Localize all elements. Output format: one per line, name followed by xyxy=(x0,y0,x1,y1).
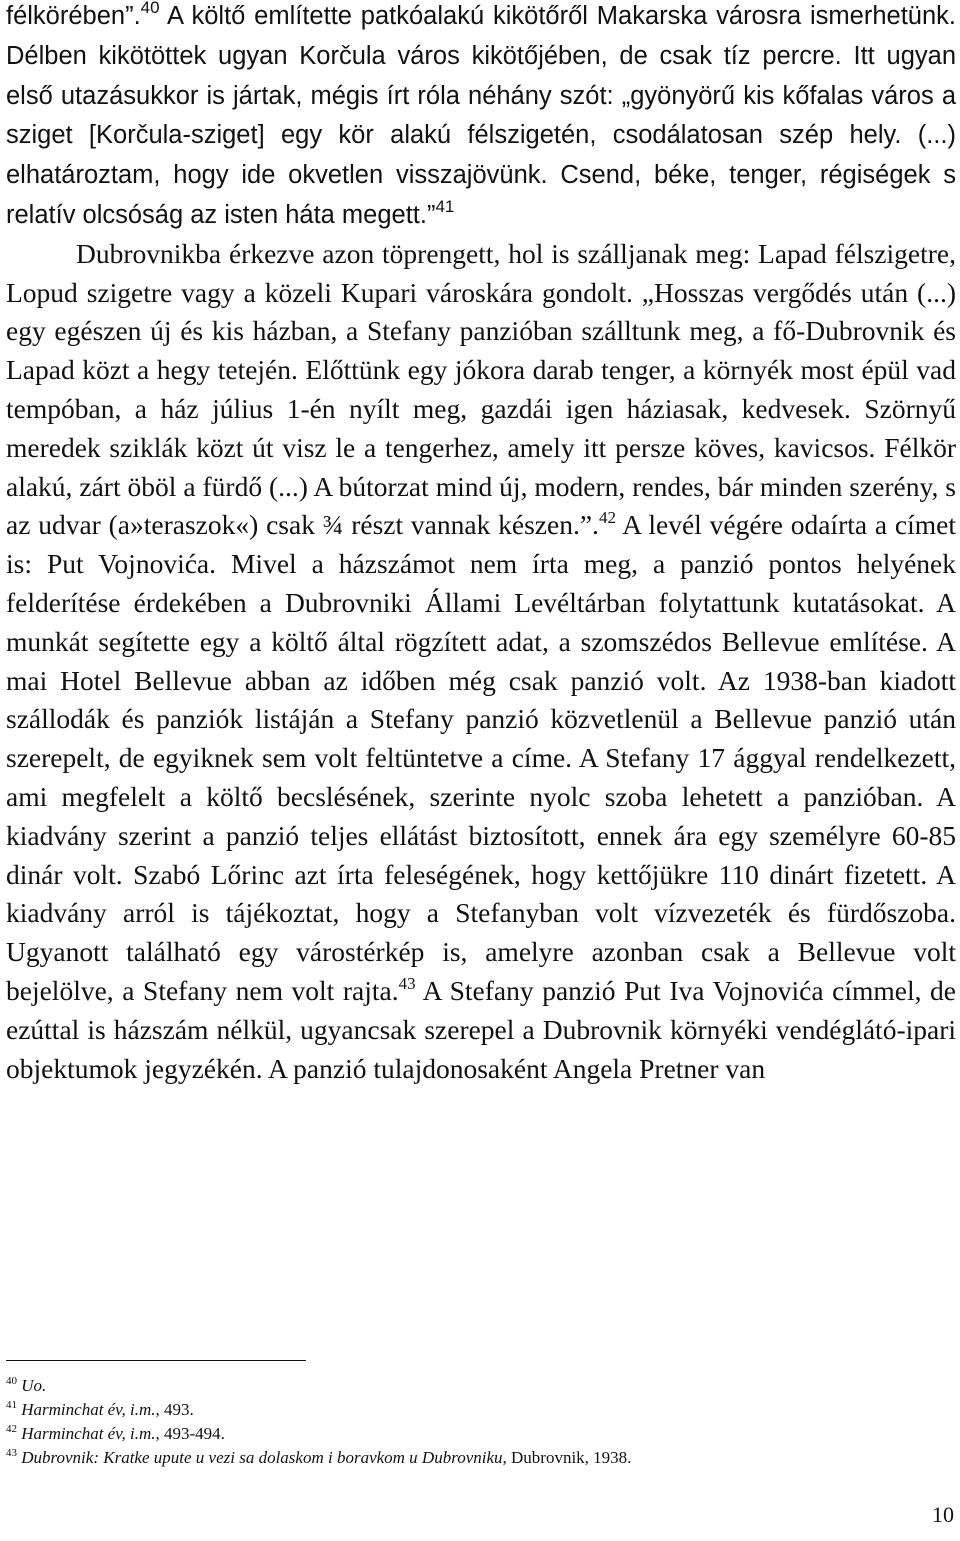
footnote-number: 43 xyxy=(6,1447,17,1459)
footnote-title: Harminchat év, i.m. xyxy=(21,1400,156,1419)
text-run: A levél végére odaírta a címet is: Put Vojnovića. Mivel a házszámot nem írta meg, a panzió pontos helyének felderítése érdekében a Dubrovniki Állami Levéltárban folytattunk kutatásokat. A munkát segítette egy a költő által rögzített adat, a szomszédos Bellevue említése. A mai Hotel Bellevue abban az időben még csak panzió volt. Az 1938-ban kiadott szállodák és panziók listáján a Stefany panzió közvetlenül a Bellevue panzió után szerepelt, de egyiknek sem volt feltüntetve a címe. A Stefany 17 ággyal rendelkezett, ami megfelelt a költő becslésének, szerinte nyolc szoba lehetett a panzióban. A kiadvány szerint a panzió teljes ellátást biztosított, ennek ára egy személyre 60-85 dinár volt. Szabó Lőrinc azt írta feleségének, hogy kettőjükre 110 dinárt fizetett. A kiadvány arról is tájékoztat, hogy a Stefanyban volt vízvezeték és fürdőszoba. Ugyanott található egy várostérkép is, amelyre azonban csak a Bellevue volt bejelölve, a Stefany nem volt rajta. xyxy=(6,509,956,1006)
footnote-43 xyxy=(6,1446,956,1470)
footnote-title: Uo. xyxy=(21,1376,47,1395)
footnote-ref-41[interactable]: 41 xyxy=(435,196,455,216)
text-run: A költő említette patkóalakú kikötőről Makarska városra ismerhetünk. Délben kikötöttek ugyan Korčula város kikötőjében, de csak tíz percre. Itt ugyan első utazásukkor is jártak, mégis írt róla néhány szót: „gyönyörű kis kőfalas város a sziget [Korčula-sziget] egy kör alakú félszigetén, csodálatosan szép hely. (...) elhatároztam, hogy ide okvetlen visszajövünk. Csend, béke, tenger, régiségek s relatív olcsóság az isten háta megett.” xyxy=(6,2,956,229)
footnote-ref-40[interactable]: 40 xyxy=(140,0,160,17)
footnote-separator xyxy=(6,1360,306,1361)
footnotes xyxy=(6,1374,956,1470)
footnote-title: Harminchat év, i.m. xyxy=(21,1424,156,1443)
footnote-number: 42 xyxy=(6,1423,17,1435)
footnote-number: 40 xyxy=(6,1375,17,1387)
page-number: 10 xyxy=(932,1502,954,1527)
footnote-41 xyxy=(6,1398,956,1422)
footnote-40 xyxy=(6,1374,956,1398)
text-run: A Stefany panzió Put Iva Vojnovića címmel, de ezúttal is házszám nélkül, ugyancsak szerepel a Dubrovnik környéki vendéglátó-ipari objektumok jegyzékén. A panzió tulajdonosaként Angela Pretner van xyxy=(6,974,956,1084)
footnote-number: 41 xyxy=(6,1399,17,1411)
footnote-rest: , Dubrovnik, 1938. xyxy=(502,1448,632,1467)
text-run: félkörében”. xyxy=(6,2,141,30)
paragraph-continuation xyxy=(6,2,956,229)
footnote-ref-42[interactable]: 42 xyxy=(598,508,616,528)
footnote-title: Dubrovnik: Kratke upute u vezi sa dolaskom i boravkom u Dubrovniku xyxy=(21,1448,503,1467)
footnote-ref-43[interactable]: 43 xyxy=(398,973,416,993)
footnote-rest: , 493-494. xyxy=(155,1424,225,1443)
text-run: Dubrovnikba érkezve azon töprengett, hol is szálljanak meg: Lapad félszigetre, Lopud szigetre vagy a közeli Kupari városkára gondolt. „Hosszas vergődés után (...) egy egészen új és kis házban, a Stefany panzióban szálltunk meg, a fő-Dubrovnik és Lapad közt a hegy tetején. Előttünk egy jókora darab tenger, a környék most épül vad tempóban, a ház július 1-én nyílt meg, gazdái igen háziasak, kedvesek. Szörnyű meredek sziklák közt út visz le a tengerhez, amely itt persze köves, kavicsos. Félkör alakú, zárt öböl a fürdő (...) A bútorzat mind új, modern, rendes, bár minden szerény, s az udvar (a»teraszok«) csak ¾ részt vannak készen.”. xyxy=(6,237,956,541)
body-text xyxy=(6,0,956,1088)
footnote-42 xyxy=(6,1422,956,1446)
paragraph-2 xyxy=(6,238,956,1084)
footnote-rest: , 493. xyxy=(155,1400,194,1419)
